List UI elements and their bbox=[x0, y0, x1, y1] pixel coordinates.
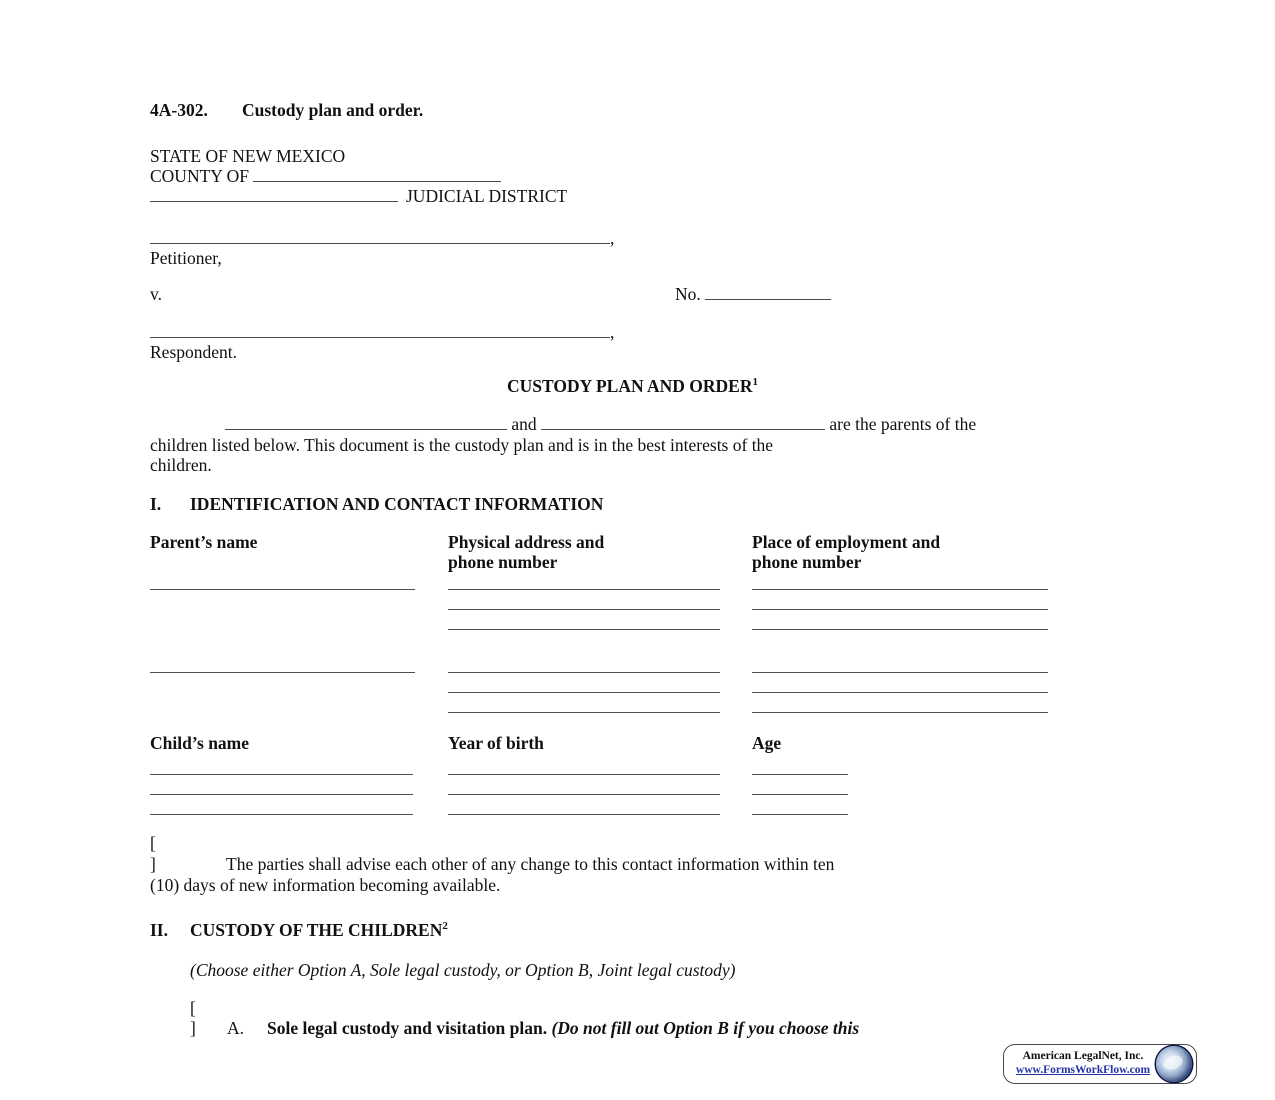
versus-label: v. bbox=[150, 284, 162, 304]
option-a-note: (Do not fill out Option B if you choose this bbox=[551, 1017, 860, 1038]
child2-name-blank bbox=[150, 775, 413, 795]
parent1-address-blank-1 bbox=[448, 582, 720, 590]
document-body bbox=[150, 100, 1115, 1038]
child-row-2 bbox=[150, 775, 1115, 795]
intro-paragraph bbox=[150, 414, 1115, 476]
petitioner-name-line bbox=[150, 228, 1115, 248]
formsworkflow-link[interactable]: www.FormsWorkFlow.com bbox=[1015, 1064, 1151, 1076]
employment-header: Place of employment and phone number bbox=[752, 531, 941, 572]
county-label: COUNTY OF bbox=[150, 166, 250, 186]
intro-tail1: are the parents of the bbox=[829, 414, 977, 434]
advise-text-line2: (10) days of new information becoming available. bbox=[150, 874, 501, 895]
respondent-name-line bbox=[150, 322, 1115, 342]
parent1-cell-employment bbox=[752, 582, 1115, 630]
section-2-heading bbox=[150, 920, 1115, 940]
child2-age-blank bbox=[752, 775, 848, 795]
parent-table-header-row bbox=[150, 532, 1115, 572]
comma: , bbox=[610, 322, 615, 342]
county-name-blank bbox=[253, 167, 501, 182]
intro-and: and bbox=[511, 414, 537, 434]
versus-row bbox=[150, 284, 1115, 304]
district-label: JUDICIAL DISTRICT bbox=[406, 186, 568, 206]
footnote-ref-1: 1 bbox=[752, 376, 758, 389]
caption-county-line bbox=[150, 166, 1115, 186]
main-heading-text: CUSTODY PLAN AND ORDER bbox=[506, 376, 753, 396]
parent2-address-blank-3 bbox=[448, 693, 720, 713]
respondent-label: Respondent. bbox=[150, 342, 238, 362]
child1-name-blank bbox=[150, 753, 413, 775]
statute-name: Custody plan and order. bbox=[242, 100, 424, 120]
child3-age-blank bbox=[752, 795, 848, 815]
parent2-name-blank bbox=[541, 415, 825, 430]
parent2-cell-address bbox=[448, 665, 752, 713]
parent2-cell-name bbox=[150, 665, 448, 713]
parent-name-header: Parent’s name bbox=[150, 531, 258, 552]
child1-year-blank bbox=[448, 753, 720, 775]
section-2-title: CUSTODY OF THE CHILDREN bbox=[190, 919, 443, 940]
case-no-label: No. bbox=[675, 284, 701, 304]
section-1-number: I. bbox=[150, 493, 162, 514]
child2-year-blank bbox=[448, 775, 720, 795]
tab-spacer bbox=[176, 869, 226, 870]
child3-year-blank bbox=[448, 795, 720, 815]
parent2-address-blank-2 bbox=[448, 673, 720, 693]
badge-text bbox=[1013, 1049, 1153, 1077]
child-table-header-row bbox=[150, 733, 1115, 753]
parent1-address-blank-3 bbox=[448, 610, 720, 630]
parent-row-2 bbox=[150, 665, 1115, 713]
parent2-address-blank-1 bbox=[448, 665, 720, 673]
main-heading bbox=[150, 376, 1115, 396]
parent1-address-blank-2 bbox=[448, 590, 720, 610]
section-2-number: II. bbox=[150, 919, 168, 940]
parent1-cell-address bbox=[448, 582, 752, 630]
court-caption bbox=[150, 146, 1115, 206]
address-header: Physical address and phone number bbox=[448, 531, 605, 572]
petitioner-name-blank bbox=[150, 229, 610, 244]
parent2-cell-employment bbox=[752, 665, 1115, 713]
intro-line3: children. bbox=[150, 455, 212, 475]
parent-row-1 bbox=[150, 582, 1115, 630]
advise-clause bbox=[150, 833, 1115, 896]
respondent-block bbox=[150, 322, 1115, 362]
indent-tab bbox=[150, 429, 225, 430]
footnote-ref-2: 2 bbox=[442, 919, 448, 932]
child1-age-blank bbox=[752, 753, 848, 775]
option-a-checkbox: [ ] bbox=[190, 997, 201, 1038]
parent2-name-field-blank bbox=[150, 665, 415, 673]
petitioner-label: Petitioner, bbox=[150, 248, 222, 268]
parent1-cell-name bbox=[150, 582, 448, 630]
parent2-employment-blank-3 bbox=[752, 693, 1048, 713]
parent1-employment-blank-3 bbox=[752, 610, 1048, 630]
district-number-blank bbox=[150, 187, 398, 202]
caption-district-line bbox=[150, 186, 1115, 206]
petitioner-block bbox=[150, 228, 1115, 268]
advise-text-line1: The parties shall advise each other of any change to this contact information within ten bbox=[226, 853, 835, 874]
child-row-3 bbox=[150, 795, 1115, 815]
parent1-employment-blank-2 bbox=[752, 590, 1048, 610]
child-row-1 bbox=[150, 753, 1115, 775]
parent1-employment-blank-1 bbox=[752, 582, 1048, 590]
statute-number: 4A-302. bbox=[150, 100, 208, 120]
parent1-name-blank bbox=[225, 415, 507, 430]
choose-option-note: (Choose either Option A, Sole legal custody, or Option B, Joint legal custody) bbox=[190, 959, 736, 980]
option-a-label: Sole legal custody and visitation plan. bbox=[267, 1017, 548, 1038]
option-a-letter: A. bbox=[227, 1017, 245, 1038]
child-name-header: Child’s name bbox=[150, 732, 250, 753]
case-number-group bbox=[675, 284, 831, 304]
case-number-blank bbox=[705, 285, 831, 300]
globe-icon bbox=[1156, 1046, 1192, 1082]
respondent-name-blank bbox=[150, 323, 610, 338]
year-of-birth-header: Year of birth bbox=[448, 732, 544, 753]
section-1-heading bbox=[150, 494, 1115, 514]
parent2-employment-blank-2 bbox=[752, 673, 1048, 693]
parent1-name-field-blank bbox=[150, 582, 415, 590]
american-legalnet-badge bbox=[1003, 1044, 1197, 1084]
age-header: Age bbox=[752, 732, 782, 753]
child3-name-blank bbox=[150, 795, 413, 815]
advise-checkbox: [ ] bbox=[150, 832, 161, 874]
comma: , bbox=[610, 228, 615, 248]
caption-state-line: STATE OF NEW MEXICO bbox=[150, 146, 346, 166]
badge-company-name: American LegalNet, Inc. bbox=[1022, 1050, 1144, 1062]
section-1-title: IDENTIFICATION AND CONTACT INFORMATION bbox=[190, 493, 604, 514]
statute-title-line bbox=[150, 100, 1115, 120]
intro-line2: children listed below. This document is the custody plan and is in the best interests of the bbox=[150, 434, 774, 455]
option-a-line bbox=[190, 998, 1115, 1038]
parent2-employment-blank-1 bbox=[752, 665, 1048, 673]
